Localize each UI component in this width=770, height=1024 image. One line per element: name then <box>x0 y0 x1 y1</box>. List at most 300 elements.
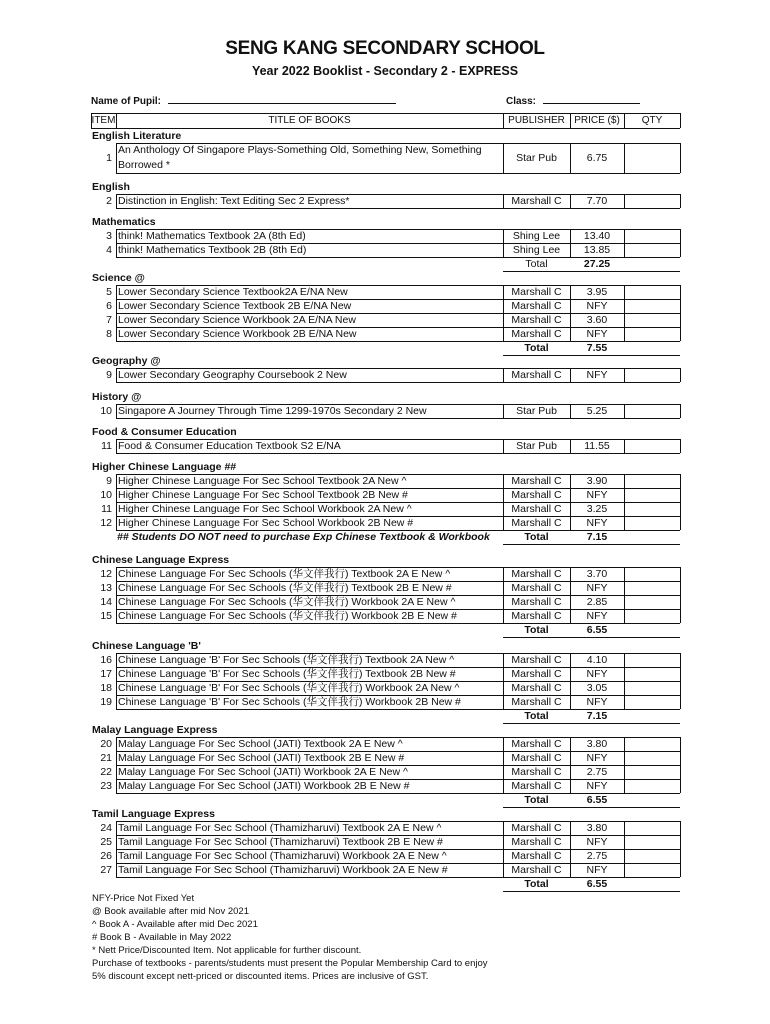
row-rule <box>116 229 503 230</box>
row-rule <box>116 453 503 454</box>
row-rule <box>503 737 680 738</box>
publisher: Marshall C <box>511 300 562 312</box>
column-rule <box>116 439 117 453</box>
total-rule <box>503 271 680 272</box>
publisher: Marshall C <box>511 752 562 764</box>
item-number: 12 <box>100 517 112 529</box>
book-title: think! Mathematics Textbook 2A (8th Ed) <box>118 230 306 242</box>
column-rule <box>503 821 504 877</box>
row-rule <box>503 143 680 144</box>
total-label: Total <box>524 531 549 543</box>
row-rule <box>116 765 503 766</box>
price: NFY <box>586 836 608 848</box>
item-number: 10 <box>100 489 112 501</box>
publisher: Marshall C <box>511 610 562 622</box>
publisher: Star Pub <box>516 405 557 417</box>
column-rule <box>570 737 571 793</box>
price: NFY <box>586 752 608 764</box>
publisher: Marshall C <box>511 503 562 515</box>
column-rule <box>570 229 571 257</box>
column-rule <box>680 737 681 793</box>
price: 5.25 <box>586 405 608 417</box>
pupil-name-label: Name of Pupil: <box>91 96 162 107</box>
price: 3.25 <box>586 503 608 515</box>
column-rule <box>570 368 571 382</box>
book-title: Tamil Language For Sec School (Thamizharuvi) Textbook 2B E New # <box>118 836 443 848</box>
section-total: 6.55 <box>586 794 608 806</box>
publisher: Marshall C <box>511 682 562 694</box>
row-rule <box>503 502 680 503</box>
book-title: Lower Secondary Science Workbook 2A E/NA New <box>118 314 356 326</box>
item-number: 19 <box>100 696 112 708</box>
row-rule <box>116 751 503 752</box>
book-title: Higher Chinese Language For Sec School Workbook 2A New ^ <box>118 503 412 515</box>
section-total: 7.15 <box>586 710 608 722</box>
row-rule <box>503 439 680 440</box>
row-rule <box>116 849 503 850</box>
row-rule <box>503 488 680 489</box>
section-heading: Malay Language Express <box>92 724 218 736</box>
item-number: 23 <box>100 780 112 792</box>
row-rule <box>116 877 503 878</box>
column-rule <box>680 143 681 173</box>
book-title: Higher Chinese Language For Sec School Workbook 2B New # <box>118 517 414 529</box>
publisher: Shing Lee <box>512 230 561 242</box>
page-title: SENG KANG SECONDARY SCHOOL <box>225 38 545 59</box>
column-rule <box>680 404 681 418</box>
column-rule <box>680 113 681 128</box>
section-total: 6.55 <box>586 878 608 890</box>
row-rule <box>503 821 680 822</box>
total-label: Total <box>524 878 549 890</box>
row-rule <box>116 695 503 696</box>
column-rule <box>503 229 504 257</box>
publisher: Marshall C <box>511 822 562 834</box>
publisher: Marshall C <box>511 668 562 680</box>
column-rule <box>116 368 117 382</box>
footnote-line: @ Book available after mid Nov 2021 <box>92 906 249 917</box>
publisher: Marshall C <box>511 314 562 326</box>
row-rule <box>503 653 680 654</box>
section-total: 6.55 <box>586 624 608 636</box>
publisher: Marshall C <box>511 489 562 501</box>
column-rule <box>503 474 504 530</box>
price: 4.10 <box>586 654 608 666</box>
column-rule <box>570 821 571 877</box>
column-rule <box>116 737 117 793</box>
row-rule <box>116 595 503 596</box>
book-title-cont: Borrowed * <box>118 159 170 171</box>
publisher: Marshall C <box>511 286 562 298</box>
row-rule <box>116 835 503 836</box>
col-title-header: TITLE OF BOOKS <box>268 115 351 126</box>
item-number: 10 <box>100 405 112 417</box>
item-number: 16 <box>100 654 112 666</box>
book-title: Chinese Language 'B' For Sec Schools (华文伴我行) Textbook 2A New ^ <box>118 654 455 666</box>
column-rule <box>680 368 681 382</box>
row-rule <box>116 257 503 258</box>
column-rule <box>116 194 117 208</box>
column-rule <box>116 143 117 173</box>
column-rule <box>116 229 117 257</box>
column-rule <box>503 194 504 208</box>
book-title: Lower Secondary Science Textbook2A E/NA New <box>118 286 348 298</box>
row-rule <box>503 835 680 836</box>
price: NFY <box>586 489 608 501</box>
row-rule <box>116 404 503 405</box>
price: NFY <box>586 864 608 876</box>
section-heading: Mathematics <box>92 216 156 228</box>
book-title: Lower Secondary Geography Coursebook 2 New <box>118 369 347 381</box>
column-rule <box>570 474 571 530</box>
row-rule <box>503 681 680 682</box>
book-title: An Anthology Of Singapore Plays-Something Old, Something New, Something <box>118 144 482 156</box>
price: NFY <box>586 328 608 340</box>
column-rule <box>570 439 571 453</box>
column-rule <box>503 439 504 453</box>
item-number: 18 <box>100 682 112 694</box>
column-rule <box>680 285 681 341</box>
book-title: Lower Secondary Science Textbook 2B E/NA New <box>118 300 352 312</box>
section-heading: Food & Consumer Education <box>92 426 237 438</box>
item-number: 13 <box>100 582 112 594</box>
column-rule <box>680 821 681 877</box>
column-rule <box>570 285 571 341</box>
publisher: Shing Lee <box>512 244 561 256</box>
row-rule <box>503 229 680 230</box>
row-rule <box>503 327 680 328</box>
item-number: 1 <box>106 152 112 164</box>
row-rule <box>116 681 503 682</box>
item-number: 12 <box>100 568 112 580</box>
total-label: Total <box>524 342 549 354</box>
total-rule <box>503 807 680 808</box>
footnote-line: Purchase of textbooks - parents/students must present the Popular Membership Card to enjoy <box>92 958 488 969</box>
publisher: Marshall C <box>511 596 562 608</box>
column-rule <box>624 229 625 257</box>
item-number: 5 <box>106 286 112 298</box>
column-rule <box>503 404 504 418</box>
section-total: 7.55 <box>586 342 608 354</box>
price: 2.75 <box>586 766 608 778</box>
row-rule <box>503 243 680 244</box>
column-rule <box>680 229 681 257</box>
price: 2.85 <box>586 596 608 608</box>
publisher: Marshall C <box>511 836 562 848</box>
row-rule <box>116 474 503 475</box>
book-title: Distinction in English: Text Editing Sec 2 Express* <box>118 195 350 207</box>
price: 3.70 <box>586 568 608 580</box>
row-rule <box>503 208 680 209</box>
row-rule <box>116 737 503 738</box>
row-rule <box>116 368 503 369</box>
item-number: 2 <box>106 195 112 207</box>
pupil-name-line <box>168 94 396 104</box>
publisher: Marshall C <box>511 582 562 594</box>
item-number: 11 <box>101 440 112 452</box>
publisher: Marshall C <box>511 654 562 666</box>
price: 13.40 <box>583 230 611 242</box>
item-number: 11 <box>101 503 112 515</box>
book-title: Singapore A Journey Through Time 1299-1970s Secondary 2 New <box>118 405 427 417</box>
row-rule <box>116 173 503 174</box>
total-rule <box>503 637 680 638</box>
row-rule <box>503 581 680 582</box>
pupil-name-field[interactable] <box>91 94 396 107</box>
book-title: Higher Chinese Language For Sec School Textbook 2B New # <box>118 489 408 501</box>
row-rule <box>503 567 680 568</box>
price: 2.75 <box>586 850 608 862</box>
row-rule <box>503 173 680 174</box>
section-heading: Chinese Language Express <box>92 554 230 566</box>
publisher: Marshall C <box>511 517 562 529</box>
item-number: 14 <box>100 596 112 608</box>
book-title: Chinese Language For Sec Schools (华文伴我行) Textbook 2B E New # <box>118 582 452 594</box>
item-number: 4 <box>106 244 112 256</box>
column-rule <box>503 653 504 709</box>
row-rule <box>503 595 680 596</box>
total-label: Total <box>524 794 549 806</box>
price: NFY <box>586 780 608 792</box>
column-rule <box>116 567 117 623</box>
item-number: 15 <box>100 610 112 622</box>
book-title: Chinese Language For Sec Schools (华文伴我行) Textbook 2A E New ^ <box>118 568 451 580</box>
publisher: Marshall C <box>511 850 562 862</box>
footnote-line: NFY-Price Not Fixed Yet <box>92 893 195 904</box>
row-rule <box>116 488 503 489</box>
publisher: Marshall C <box>511 568 562 580</box>
row-rule <box>116 516 503 517</box>
row-rule <box>503 382 680 383</box>
section-heading: Geography @ <box>92 355 161 367</box>
column-rule <box>570 194 571 208</box>
book-title: Malay Language For Sec School (JATI) Workbook 2A E New ^ <box>118 766 408 778</box>
column-rule <box>570 567 571 623</box>
row-rule <box>116 779 503 780</box>
book-title: Chinese Language 'B' For Sec Schools (华文伴我行) Workbook 2B New # <box>118 696 461 708</box>
section-total: 27.25 <box>583 258 611 270</box>
column-rule <box>680 474 681 530</box>
total-rule <box>503 723 680 724</box>
column-rule <box>116 821 117 877</box>
row-rule <box>116 194 503 195</box>
book-title: Higher Chinese Language For Sec School Textbook 2A New ^ <box>118 475 407 487</box>
row-rule <box>503 765 680 766</box>
price: 11.55 <box>584 440 610 452</box>
page-subtitle: Year 2022 Booklist - Secondary 2 - EXPRESS <box>251 64 519 78</box>
row-rule <box>116 653 503 654</box>
price: 3.80 <box>586 738 608 750</box>
item-number: 22 <box>100 766 112 778</box>
column-rule <box>503 285 504 341</box>
column-rule <box>624 285 625 341</box>
class-field[interactable] <box>506 94 640 107</box>
col-price-header: PRICE ($) <box>574 115 620 126</box>
column-rule <box>503 737 504 793</box>
item-number: 17 <box>100 668 112 680</box>
row-rule <box>503 299 680 300</box>
class-line <box>543 94 640 104</box>
row-rule <box>116 313 503 314</box>
column-rule <box>624 653 625 709</box>
item-number: 8 <box>106 328 112 340</box>
column-rule <box>116 653 117 709</box>
book-title: Tamil Language For Sec School (Thamizharuvi) Workbook 2A E New # <box>118 864 448 876</box>
book-title: Tamil Language For Sec School (Thamizharuvi) Workbook 2A E New ^ <box>118 850 447 862</box>
row-rule <box>503 368 680 369</box>
column-rule <box>570 653 571 709</box>
footnote-line: ^ Book A - Available after mid Dec 2021 <box>92 919 258 930</box>
footnote-line: * Nett Price/Discounted Item. Not applicable for further discount. <box>92 945 362 956</box>
item-number: 27 <box>100 864 112 876</box>
total-label: Total <box>525 258 548 270</box>
item-number: 25 <box>100 836 112 848</box>
item-number: 9 <box>106 369 112 381</box>
price: 13.85 <box>583 244 611 256</box>
row-rule <box>116 341 503 342</box>
book-title: Chinese Language For Sec Schools (华文伴我行) Workbook 2A E New ^ <box>118 596 456 608</box>
section-note: ## Students DO NOT need to purchase Exp Chinese Textbook & Workbook <box>117 531 490 543</box>
column-rule <box>503 143 504 173</box>
total-rule <box>503 355 680 356</box>
publisher: Marshall C <box>511 475 562 487</box>
column-rule <box>624 194 625 208</box>
row-rule <box>503 474 680 475</box>
item-number: 7 <box>106 314 112 326</box>
section-total: 7.15 <box>586 531 608 543</box>
row-rule <box>116 382 503 383</box>
item-number: 26 <box>100 850 112 862</box>
row-rule <box>116 567 503 568</box>
publisher: Marshall C <box>511 696 562 708</box>
row-rule <box>503 418 680 419</box>
book-title: Malay Language For Sec School (JATI) Workbook 2B E New # <box>118 780 410 792</box>
price: NFY <box>586 582 608 594</box>
item-number: 6 <box>106 300 112 312</box>
footnote-line: 5% discount except nett-priced or discounted items. Prices are inclusive of GST. <box>92 971 429 982</box>
price: 3.80 <box>586 822 608 834</box>
price: 3.90 <box>586 475 608 487</box>
publisher: Marshall C <box>511 195 562 207</box>
total-rule <box>503 891 680 892</box>
publisher: Marshall C <box>511 780 562 792</box>
column-rule <box>624 368 625 382</box>
col-item-header: ITEM <box>91 115 116 126</box>
item-number: 24 <box>100 822 112 834</box>
column-rule <box>116 474 117 530</box>
row-rule <box>116 285 503 286</box>
price: 7.70 <box>586 195 608 207</box>
price: NFY <box>586 696 608 708</box>
section-heading: Tamil Language Express <box>92 808 215 820</box>
row-rule <box>503 779 680 780</box>
price: NFY <box>586 610 608 622</box>
column-rule <box>624 474 625 530</box>
row-rule <box>116 609 503 610</box>
price: NFY <box>586 300 608 312</box>
section-heading: Higher Chinese Language ## <box>92 461 237 473</box>
row-rule <box>503 128 680 129</box>
column-rule <box>680 653 681 709</box>
column-rule <box>503 368 504 382</box>
section-heading: English <box>92 181 130 193</box>
row-rule <box>116 299 503 300</box>
row-rule <box>116 821 503 822</box>
book-title: Food & Consumer Education Textbook S2 E/NA <box>118 440 341 452</box>
item-number: 21 <box>100 752 112 764</box>
publisher: Marshall C <box>511 766 562 778</box>
row-rule <box>116 502 503 503</box>
book-title: Malay Language For Sec School (JATI) Textbook 2A E New ^ <box>118 738 403 750</box>
row-rule <box>503 849 680 850</box>
row-rule <box>116 418 503 419</box>
book-title: Chinese Language 'B' For Sec Schools (华文伴我行) Textbook 2B New # <box>118 668 456 680</box>
column-rule <box>624 821 625 877</box>
row-rule <box>503 453 680 454</box>
book-title: think! Mathematics Textbook 2B (8th Ed) <box>118 244 307 256</box>
row-rule <box>116 143 503 144</box>
row-rule <box>116 623 503 624</box>
publisher: Marshall C <box>511 864 562 876</box>
row-rule <box>116 243 503 244</box>
book-title: Chinese Language 'B' For Sec Schools (华文伴我行) Workbook 2A New ^ <box>118 682 460 694</box>
row-rule <box>116 863 503 864</box>
price: 6.75 <box>586 152 608 164</box>
row-rule <box>116 208 503 209</box>
publisher: Marshall C <box>511 369 562 381</box>
row-rule <box>503 667 680 668</box>
column-rule <box>116 285 117 341</box>
column-rule <box>624 143 625 173</box>
publisher: Marshall C <box>511 738 562 750</box>
class-label: Class: <box>506 96 537 107</box>
row-rule <box>503 285 680 286</box>
publisher: Star Pub <box>516 440 557 452</box>
book-title: Lower Secondary Science Workbook 2B E/NA New <box>118 328 357 340</box>
total-label: Total <box>524 710 549 722</box>
row-rule <box>503 194 680 195</box>
price: 3.95 <box>586 286 608 298</box>
column-rule <box>116 404 117 418</box>
column-rule <box>680 439 681 453</box>
footnote-line: # Book B - Available in May 2022 <box>92 932 232 943</box>
column-rule <box>503 567 504 623</box>
column-rule <box>624 404 625 418</box>
column-rule <box>624 737 625 793</box>
row-rule <box>116 793 503 794</box>
row-rule <box>116 709 503 710</box>
book-title: Tamil Language For Sec School (Thamizharuvi) Textbook 2A E New ^ <box>118 822 442 834</box>
total-rule <box>503 544 680 545</box>
row-rule <box>503 751 680 752</box>
section-heading: History @ <box>92 391 142 403</box>
row-rule <box>503 609 680 610</box>
section-heading: English Literature <box>92 130 182 142</box>
row-rule <box>116 667 503 668</box>
column-rule <box>680 567 681 623</box>
publisher: Marshall C <box>511 328 562 340</box>
book-title: Malay Language For Sec School (JATI) Textbook 2B E New # <box>118 752 405 764</box>
book-title: Chinese Language For Sec Schools (华文伴我行) Workbook 2B E New # <box>118 610 457 622</box>
price: 3.05 <box>586 682 608 694</box>
row-rule <box>503 404 680 405</box>
col-publisher-header: PUBLISHER <box>508 115 565 126</box>
col-qty-header: QTY <box>641 115 663 126</box>
price: NFY <box>586 369 608 381</box>
column-rule <box>624 439 625 453</box>
row-rule <box>503 516 680 517</box>
publisher: Star Pub <box>516 152 557 164</box>
